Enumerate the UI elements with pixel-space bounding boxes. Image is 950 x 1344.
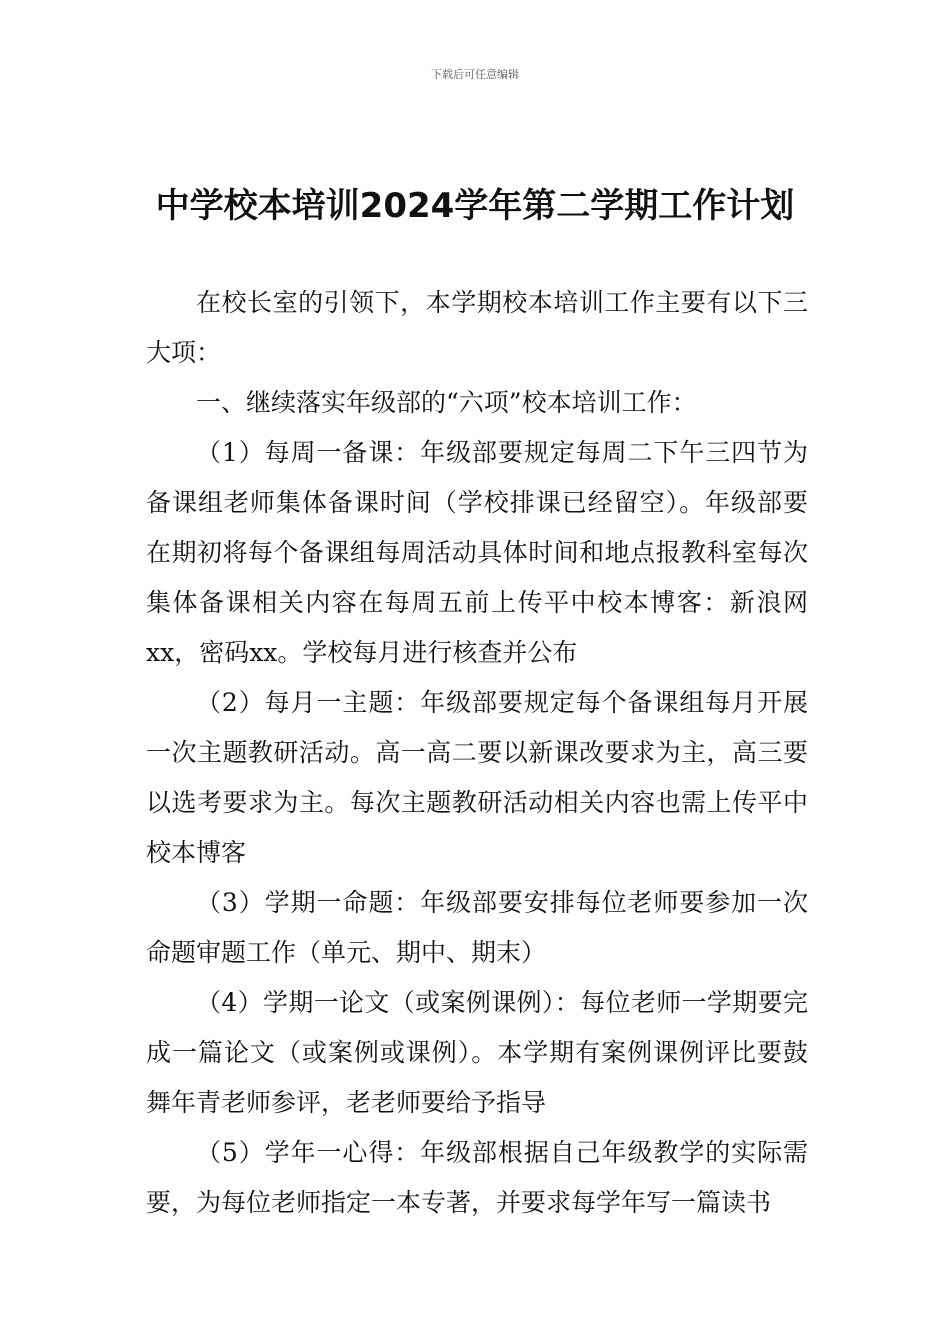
paragraph-item-2: （2）每月一主题：年级部要规定每个备课组每月开展一次主题教研活动。高一高二要以新课改要求为主，高三要以选考要求为主。每次主题教研活动相关内容也需上传平中校本博客 xyxy=(146,688,808,867)
document-body xyxy=(146,278,808,1228)
paragraph-item-3: （3）学期一命题：年级部要安排每位老师要参加一次命题审题工作（单元、期中、期末） xyxy=(146,888,808,967)
paragraph-item-4: （4）学期一论文（或案例课例）：每位老师一学期要完成一篇论文（或案例或课例）。本学期有案例课例评比要鼓舞年青老师参评，老老师要给予指导 xyxy=(146,988,808,1117)
paragraph-intro: 在校长室的引领下，本学期校本培训工作主要有以下三大项： xyxy=(146,288,808,367)
document-title: 中学校本培训2024学年第二学期工作计划 xyxy=(155,186,795,226)
paragraph-item-5: （5）学年一心得：年级部根据自己年级教学的实际需要，为每位老师指定一本专著，并要求每学年写一篇读书 xyxy=(146,1138,808,1217)
paragraph-item-1: （1）每周一备课：年级部要规定每周二下午三四节为备课组老师集体备课时间（学校排课已经留空）。年级部要在期初将每个备课组每周活动具体时间和地点报教科室每次集体备课相关内容在每周五前上传平中校本博客：新浪网xx，密码xx。学校每月进行核查并公布 xyxy=(146,438,808,667)
header-note: 下载后可任意编辑 xyxy=(431,68,519,81)
section-heading-1: 一、继续落实年级部的“六项”校本培训工作： xyxy=(196,388,697,417)
